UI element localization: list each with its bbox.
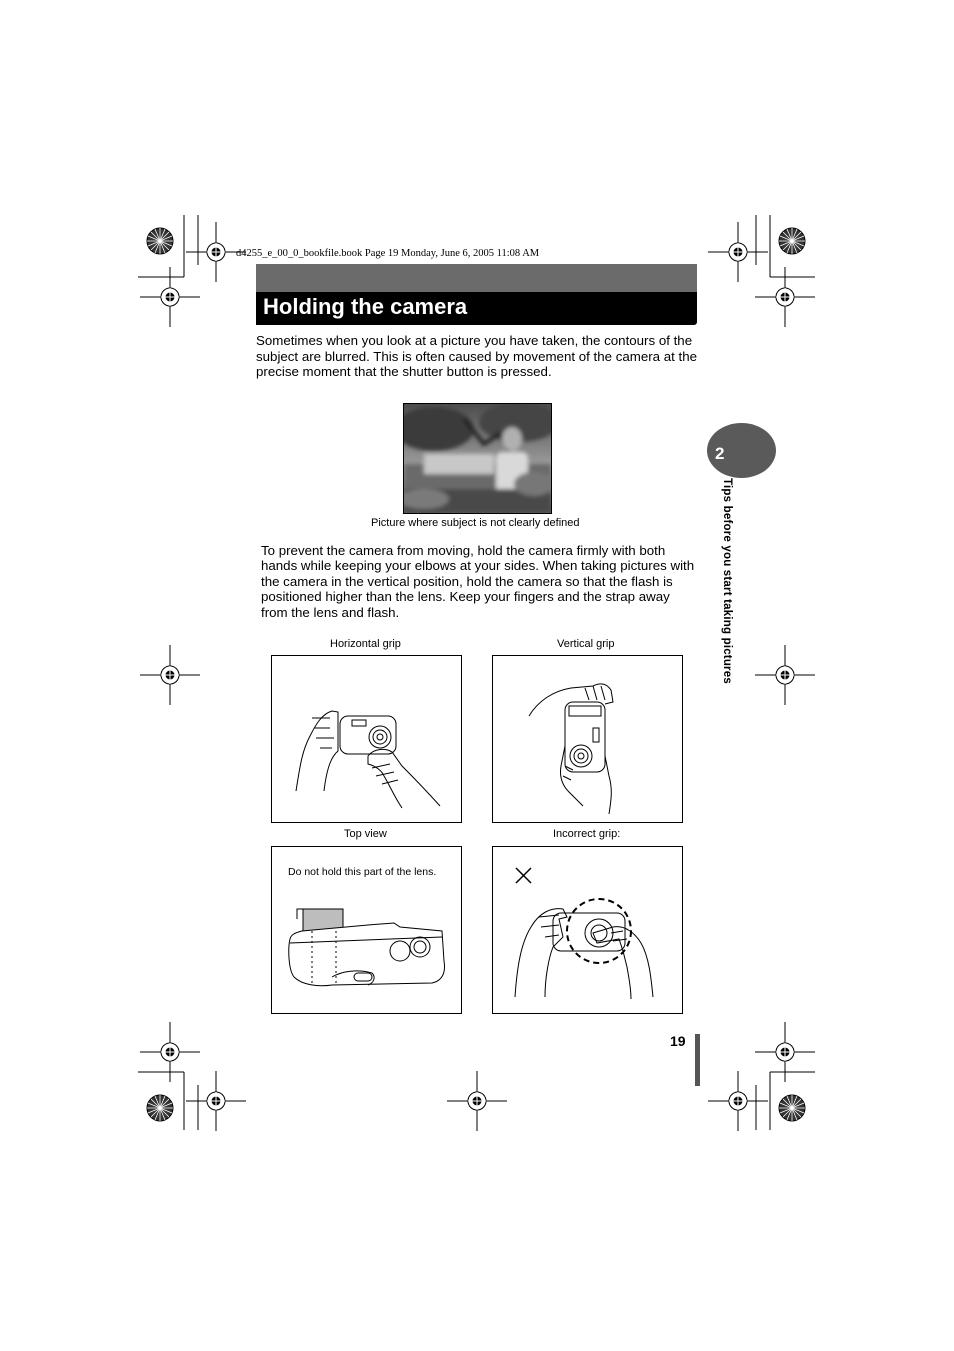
blurred-photo	[403, 403, 552, 514]
cross-icon	[516, 868, 531, 883]
top-view-note: Do not hold this part of the lens.	[288, 866, 437, 878]
photo-caption: Picture where subject is not clearly defined	[371, 517, 580, 529]
page-number: 19	[670, 1033, 686, 1049]
page-number-bar	[695, 1034, 700, 1086]
label-vertical-grip: Vertical grip	[557, 638, 615, 650]
chapter-side-tab	[717, 478, 737, 718]
label-horizontal-grip: Horizontal grip	[330, 638, 401, 650]
title-band	[256, 264, 697, 292]
chapter-label: Tips before you start taking pictures	[721, 478, 733, 684]
label-top-view: Top view	[344, 828, 387, 840]
figure-vertical-grip	[492, 655, 683, 823]
figure-horizontal-grip	[271, 655, 462, 823]
print-info: d4255_e_00_0_bookfile.book Page 19 Monday, June 6, 2005 11:08 AM	[236, 248, 540, 259]
intro-paragraph: Sometimes when you look at a picture you have taken, the contours of the subject are blurred. This is often caused by movement of the camera at the precise moment that the shutter button is pressed.	[256, 333, 697, 380]
instructions-paragraph: To prevent the camera from moving, hold the camera firmly with both hands while keeping your elbows at your sides. When taking pictures with the camera in the vertical position, hold the camera so that the flash is positioned higher than the lens. Keep your fingers and the strap away from the lens and flash.	[261, 543, 695, 620]
label-incorrect-grip: Incorrect grip:	[553, 828, 621, 840]
chapter-number: 2	[715, 444, 725, 463]
page-title: Holding the camera	[263, 294, 468, 319]
figure-incorrect-grip	[492, 846, 683, 1014]
